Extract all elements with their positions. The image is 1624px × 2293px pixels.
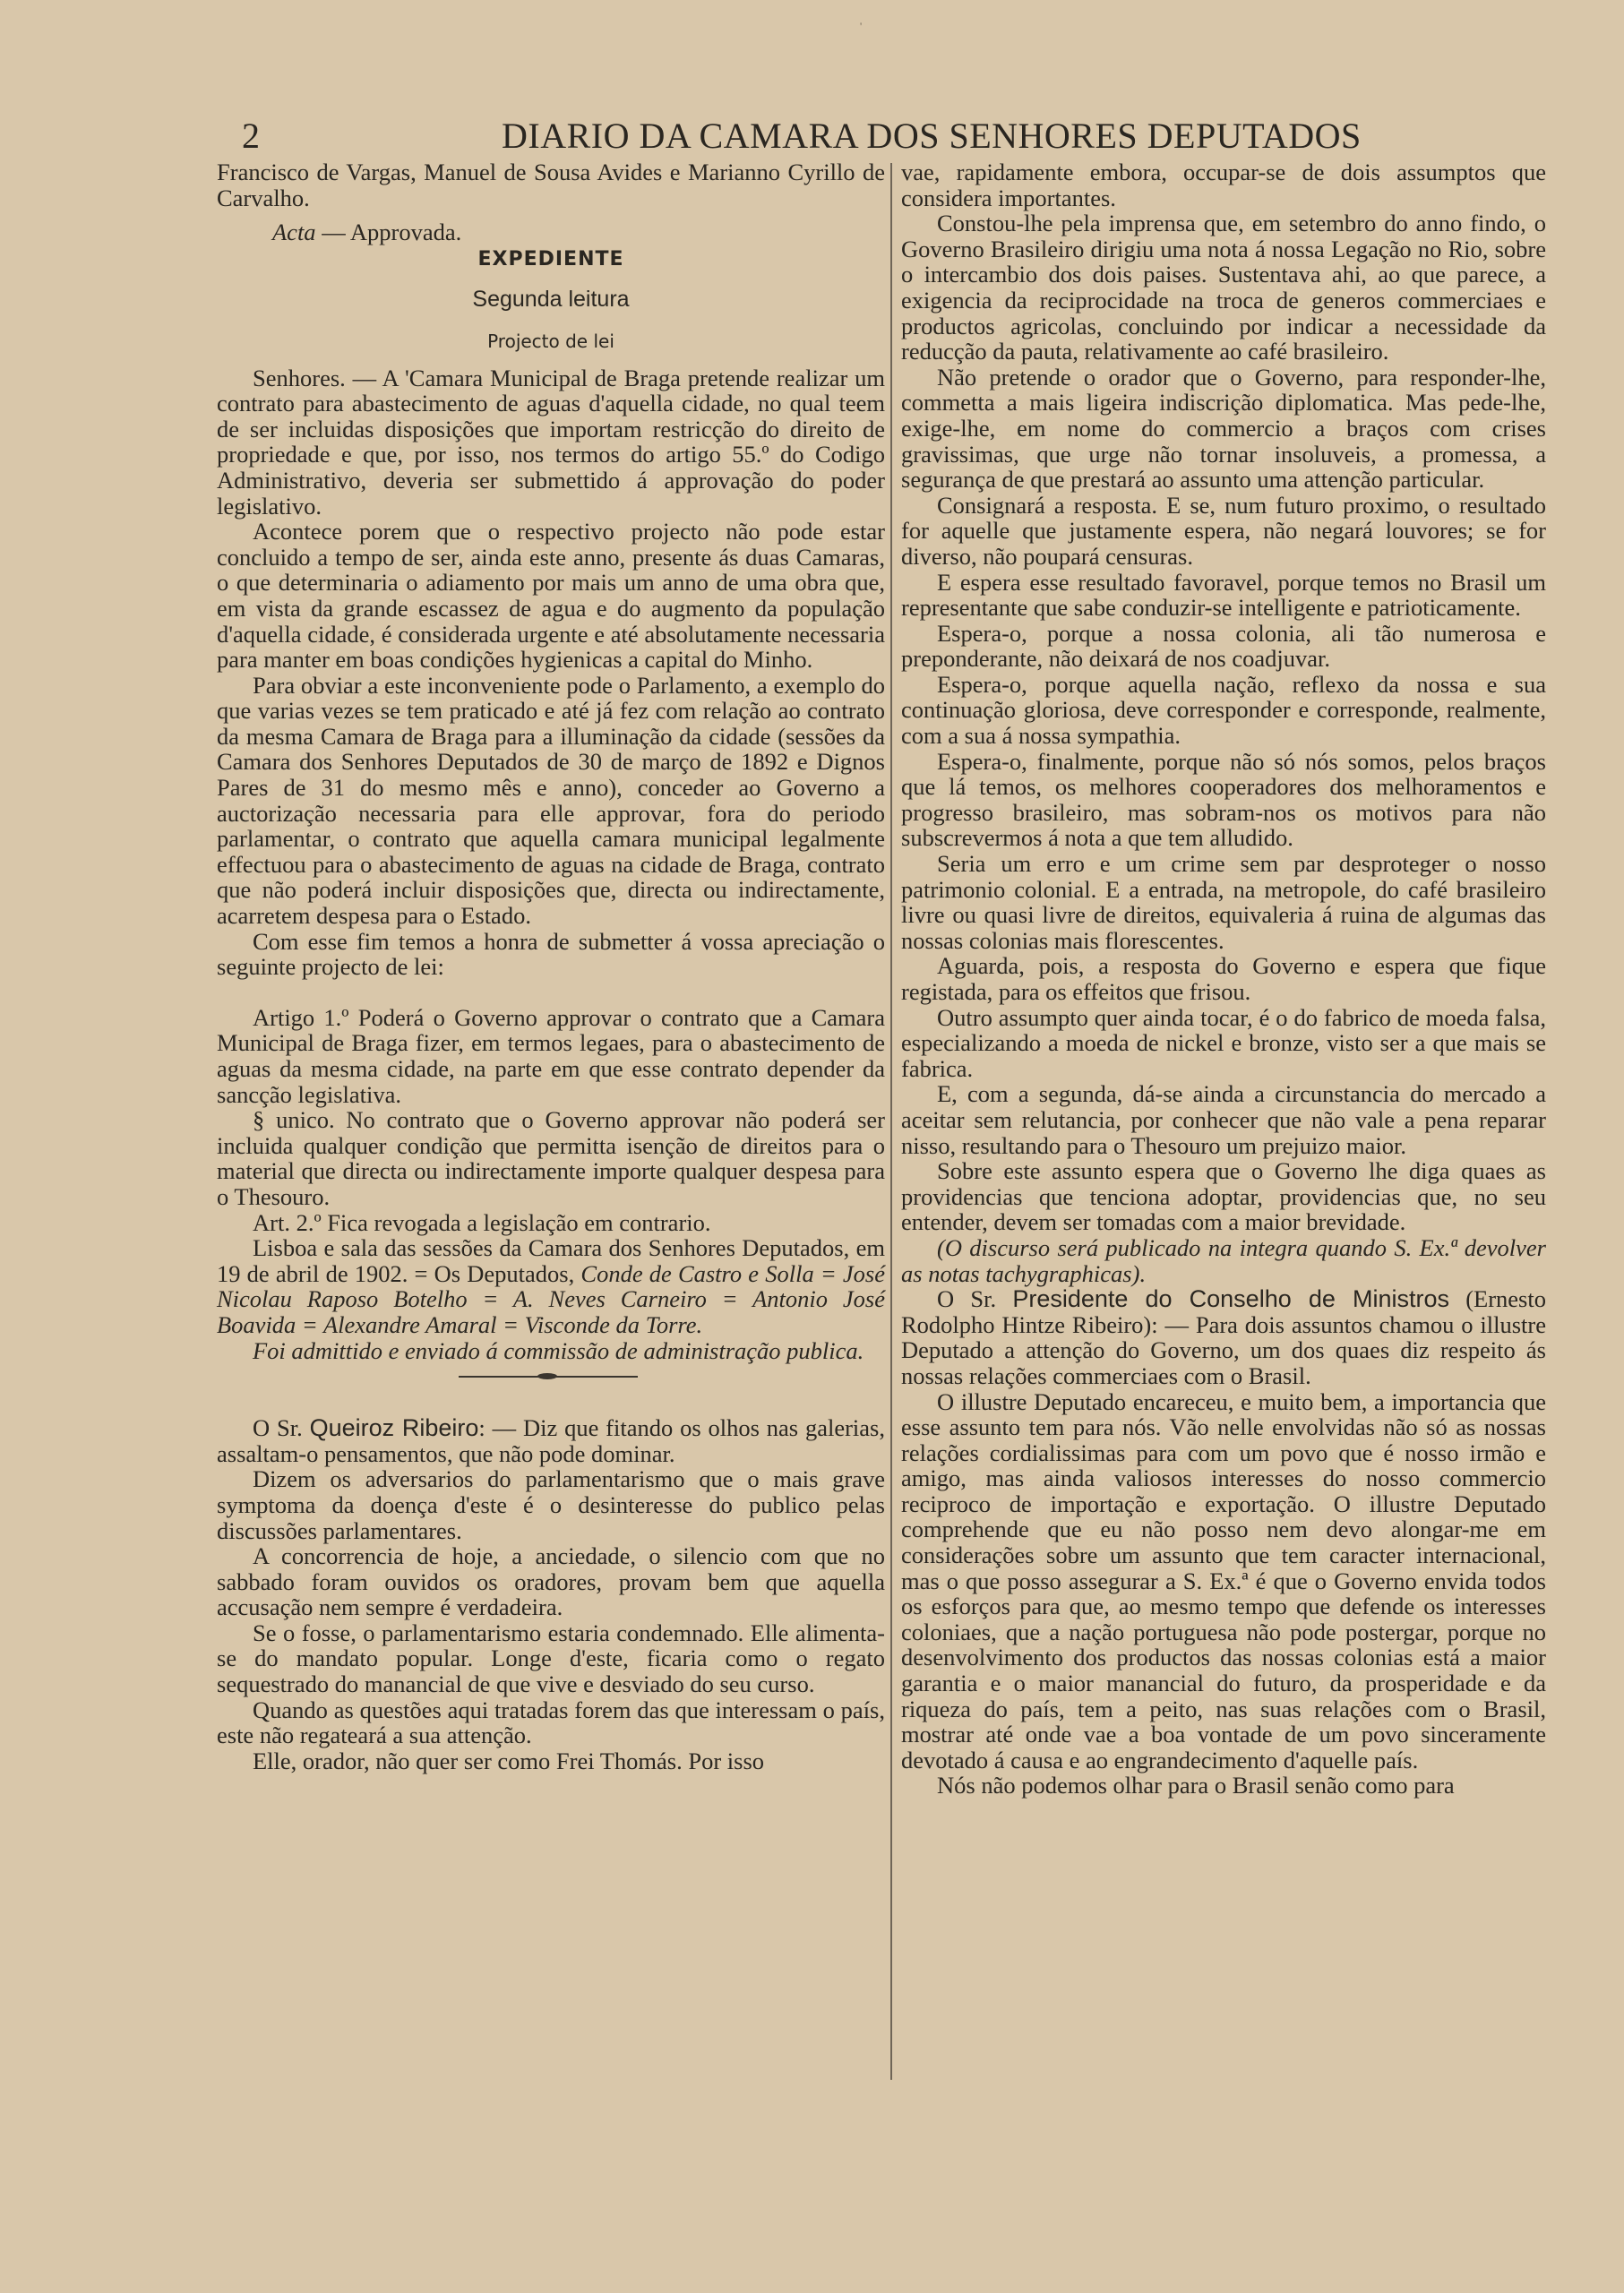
paragraph: Nós não podemos olhar para o Brasil senão como para xyxy=(937,1772,1455,1799)
paragraph: Espera-o, finalmente, porque não só nós somos, pelos braços que lá temos, os melhores cooperadores dos melhoramentos e progresso brasileiro, mas sobram-nos os motivos para não subscrevermos á nota a que tem alludido. xyxy=(901,747,1546,852)
signatures-paragraph xyxy=(217,1235,885,1337)
paragraph: E, com a segunda, dá-se ainda a circunstancia do mercado a aceitar sem relutancia, por conhecer que não vale a pena reparar nisso, resultando para o Thesouro um prejuizo maior. xyxy=(901,1080,1546,1159)
paragraph: Art. 2.º Fica revogada a legislação em contrario. xyxy=(253,1208,711,1236)
paragraph: Artigo 1.º Poderá o Governo approvar o contrato que a Camara Municipal de Braga fizer, em termos legaes, para o abastecimento de aguas da mesma cidade, na parte em que esse contrato depender da sancção legislativa. xyxy=(217,1003,885,1108)
page-number: 2 xyxy=(242,116,260,156)
spacer xyxy=(217,1390,885,1415)
speaker-prefix: O Sr. xyxy=(253,1414,310,1442)
separator-rule xyxy=(459,1376,638,1378)
signatures-names: Conde de Castro e Solla = José Nicolau Raposo Botelho = A. Neves Carneiro = Antonio José Boavida = Alexandre Amaral = Visconde da Torre. xyxy=(217,1259,885,1338)
segunda-leitura-heading: Segunda leitura xyxy=(472,287,630,313)
signatures-lead: Lisboa e sala das sessões da Camara dos Senhores Deputados, em 19 de abril de 1902. = Os Deputados, xyxy=(217,1234,885,1287)
paragraph: Constou-lhe pela imprensa que, em setembro do anno findo, o Governo Brasileiro dirigiu uma nota á nossa Legação no Rio, sobre o intercambio dos dois paises. Sustentava ahi, ao que parece, a exigencia da reciprocidade na troca de generos commerciaes e productos agricolas, concluindo por indicar a necessidade da reducção da pauta, relativamente ao café brasileiro. xyxy=(901,210,1546,365)
paragraph: Dizem os adversarios do parlamentarismo que o mais grave symptoma da doença d'este é o desinteresse do publico pelas discussões parlamentares. xyxy=(217,1465,885,1544)
paragraph: Se o fosse, o parlamentarismo estaria condemnado. Elle alimenta-se do mandato popular. Longe d'este, ficaria como o regato sequestrado do manancial de que vive e desviado do seu curso. xyxy=(217,1619,885,1698)
paragraph: Espera-o, porque aquella nação, reflexo da nossa e sua continuação gloriosa, deve corresponder e corresponde, realmente, com a sua á nossa sympathia. xyxy=(901,670,1546,750)
expediente-heading: EXPEDIENTE xyxy=(477,247,624,271)
paragraph: A concorrencia de hoje, a anciedade, o silencio com que no sabbado foram ouvidos os oradores, provam bem que aquella accusação nem sempre é verdadeira. xyxy=(217,1542,885,1621)
speaker-prefix: O Sr. xyxy=(937,1285,1013,1313)
paragraph-names: Francisco de Vargas, Manuel de Sousa Avides e Marianno Cyrillo de Carvalho. xyxy=(217,159,885,211)
right-column xyxy=(901,159,1546,1799)
admission-note: Foi admittido e enviado á commissão de administração publica. xyxy=(253,1336,864,1364)
discourse-note: (O discurso será publicado na integra quando S. Ex.ª devolver as notas tachygraphicas). xyxy=(901,1233,1546,1287)
corner-mark: ' xyxy=(860,20,863,32)
acta-rest: — Approvada. xyxy=(315,219,462,246)
paragraph: Quando as questões aqui tratadas forem das que interessam o país, este não regateará a sua attenção. xyxy=(217,1696,885,1749)
paragraph: O illustre Deputado encareceu, e muito bem, a importancia que esse assunto tem para nós. Vão nelle envolvidas não só as nossas relações cordialissimas para com um povo que é nosso irmão e amigo, mas ainda valiosos interesses do nosso commercio reciproco de importação e exportação. O illustre Deputado comprehende que eu não posso nem devo alongar-me em considerações sobre um assunto que tem caracter internacional, mas o que posso assegurar a S. Ex.ª é que o Governo envida todos os esforços para que, ao mesmo tempo que defende os interesses coloniaes, que a nação portuguesa não pode postergar, porque no desenvolvimento dos productos das nossas colonias está a maior garantia e o maior manancial do futuro, da prosperidade e da riqueza do país, tem a peito, nas suas relações com o Brasil, mostrar até onde vae a boa vontade de um povo sinceramente devotado á causa e ao engrandecimento d'aquelle país. xyxy=(901,1387,1546,1773)
paragraph: Para obviar a este inconveniente pode o Parlamento, a exemplo do que varias vezes se tem praticado e até já fez com relação ao contrato da mesma Camara de Braga para a illuminação da cidade (sessões da Camara dos Senhores Deputados de 30 de março de 1892 e Dignos Pares de 31 do mesmo mês e anno), conceder ao Governo a auctorização necessaria para elle approvar, fora do periodo parlamentar, o contrato que aquella camara municipal legalmente effectuou para o abastecimento de aguas na cidade de Braga, contrato que não poderá incluir disposições que, directa ou indirectamente, acarretem despesa para o Estado. xyxy=(217,671,885,930)
paragraph: Outro assumpto quer ainda tocar, é o do fabrico de moeda falsa, especializando a moeda de nickel e bronze, visto ser a que mais se fabrica. xyxy=(901,1003,1546,1082)
paragraph: Elle, orador, não quer ser como Frei Thomás. Por isso xyxy=(253,1747,765,1774)
column-divider xyxy=(890,163,892,2080)
section-separator xyxy=(217,1363,885,1390)
paragraph: Consignará a resposta. E se, num futuro proximo, o resultado for aquelle que justamente espera, não negará louvores; se for diverso, não poupará censuras. xyxy=(901,491,1546,570)
speech-intro xyxy=(217,1415,885,1466)
paragraph: Com esse fim temos a honra de submetter á vossa apreciação o seguinte projecto de lei: xyxy=(217,927,885,981)
speech-intro xyxy=(901,1286,1546,1388)
acta-line xyxy=(217,219,885,245)
page-header xyxy=(215,115,1541,159)
acta-label: Acta xyxy=(272,219,316,246)
paragraph: Aguarda, pois, a resposta do Governo e espera que fique registada, para os effeitos que frisou. xyxy=(901,952,1546,1005)
paragraph: Senhores. — A 'Camara Municipal de Braga pretende realizar um contrato para abastecimento de aguas d'aquella cidade, no qual teem de ser incluidas disposições que importam restricção do direito de propriedade e que, por isso, nos termos do artigo 55.º do Codigo Administrativo, deveria ser submettido á approvação do poder legislativo. xyxy=(217,364,885,520)
paragraph: § unico. No contrato que o Governo approvar não poderá ser incluida qualquer condição que permitta isenção de direitos para o material que directa ou indirectamente importe qualquer despesa para o Thesouro. xyxy=(217,1106,885,1210)
paragraph: Não pretende o orador que o Governo, para responder-lhe, commetta a mais ligeira indiscrição diplomatica. Mas pede-lhe, exige-lhe, em nome do commercio a braços com crises gravissimas, que urge não tornar insoluveis, a promessa, a segurança de que prestará ao assunto uma attenção particular. xyxy=(901,363,1546,494)
paragraph: vae, rapidamente embora, occupar-se de dois assumptos que considera importantes. xyxy=(901,159,1546,211)
projecto-heading: Projecto de lei xyxy=(487,330,614,352)
speech-text: : — Diz que fitando os olhos nas galerias, assaltam-o pensamentos, que não pode dominar. xyxy=(217,1414,885,1467)
paragraph: E espera esse resultado favoravel, porque temos no Brasil um representante que sabe conduzir-se intelligente e patrioticamente. xyxy=(901,568,1546,622)
speaker-name: Presidente do Conselho de Ministros xyxy=(1012,1285,1449,1313)
speech-text: (Ernesto Rodolpho Hintze Ribeiro): — Para dois assuntos chamou o illustre Deputado a attenção do Governo, um dos quaes diz respeito ás nossas relações commerciaes com o Brasil. xyxy=(901,1285,1546,1389)
paragraph: Espera-o, porque a nossa colonia, ali tão numerosa e preponderante, não deixará de nos coadjuvar. xyxy=(901,619,1546,673)
paragraph: Acontece porem que o respectivo projecto não pode estar concluido a tempo de ser, ainda este anno, presente ás duas Camaras, o que determinaria o adiamento por mais um anno de uma obra que, em vista da grande escassez de agua e do augmento da população d'aquella cidade, é considerada urgente e até absolutamente necessaria para manter em boas condições hygienicas a capital do Minho. xyxy=(217,518,885,674)
speaker-name: Queiroz Ribeiro xyxy=(309,1414,479,1442)
page-title: DIARIO DA CAMARA DOS SENHORES DEPUTADOS xyxy=(502,116,1362,156)
left-column xyxy=(217,159,885,1773)
paragraph: Seria um erro e um crime sem par desproteger o nosso patrimonio colonial. E a entrada, na metropole, do café brasileiro livre ou quasi livre de direitos, equivaleria á ruina de algumas das nossas colonias mais florescentes. xyxy=(901,850,1546,954)
paragraph: Sobre este assunto espera que o Governo lhe diga quaes as providencias que tenciona adoptar, providencias que, no seu entender, devem ser tomadas com a maior brevidade. xyxy=(901,1157,1546,1236)
spacer xyxy=(217,980,885,1005)
